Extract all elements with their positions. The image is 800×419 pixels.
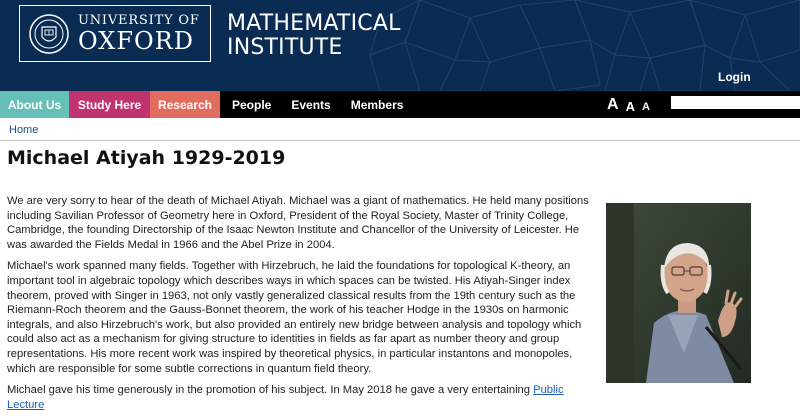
public-lecture-link[interactable]: Public Lecture <box>7 384 564 411</box>
page-title: Michael Atiyah 1929-2019 <box>7 147 286 169</box>
article-paragraph-1: We are very sorry to hear of the death of Michael Atiyah. Michael was a giant of mathematics. He held many positions including Savilian Professor of Geometry here in Oxford, President of the Royal Society, Master of Trinity College, Cambridge, the founding Directorship of the Isaac Newton Institute and Chancellor of the University of Leicester. He was awarded the Fields Medal in 1966 and the Abel Prize in 2004. <box>7 195 589 251</box>
text-size-small-button[interactable]: A <box>641 101 650 113</box>
article-body <box>7 194 602 419</box>
nav-research[interactable]: Research <box>150 91 220 118</box>
institute-title-line1: MATHEMATICAL <box>227 11 401 36</box>
oxford-crest-icon <box>28 13 70 55</box>
breadcrumb-home[interactable]: Home <box>9 124 39 136</box>
nav-members[interactable]: Members <box>350 97 404 112</box>
oxford-label: OXFORD <box>78 27 194 55</box>
article-paragraph-3 <box>7 383 602 412</box>
article-paragraph-3-text: Michael gave his time generously in the promotion of his subject. In May 2018 he gave a very entertaining <box>7 384 534 397</box>
login-link[interactable]: Login <box>718 70 751 84</box>
text-size-controls <box>607 95 657 113</box>
university-of-label: UNIVERSITY OF <box>78 13 200 28</box>
search-input[interactable] <box>671 96 800 109</box>
text-size-large-button[interactable]: A <box>607 96 619 113</box>
oxford-logo[interactable] <box>19 5 211 62</box>
atiyah-photo <box>606 203 751 383</box>
institute-title[interactable] <box>227 12 401 60</box>
nav-about-us[interactable]: About Us <box>0 91 69 118</box>
main-nav <box>0 91 800 118</box>
nav-study-here[interactable]: Study Here <box>69 91 150 118</box>
text-size-medium-button[interactable]: A <box>625 99 635 114</box>
divider <box>0 140 800 141</box>
institute-title-line2: INSTITUTE <box>227 35 343 60</box>
nav-events[interactable]: Events <box>291 97 331 112</box>
article-paragraph-2: Michael's work spanned many fields. Together with Hirzebruch, he laid the foundations for topological K-theory, an important tool in algebraic topology which describes ways in which spaces can be twisted. His Atiyah-Singer index theorem, proved with Singer in 1963, not only vastly generalized classical results from the 19th century such as the Riemann-Roch theorem and the Gauss-Bonnet theorem, the work of his teacher Hodge in the 1930s on harmonic integrals, and also Hirzebruch's work, but also provided an entirely new bridge between analysis and topology which could also act as a mechanism for giving structure to identities in fields as far apart as number theory and group representations. His more recent work was inspired by theoretical physics, in particular instantons and monopoles, which are responsible for some subtle corrections in quantum field theory. <box>7 260 582 375</box>
site-header <box>0 0 800 91</box>
nav-people[interactable]: People <box>232 97 272 112</box>
atiyah-portrait-image <box>606 203 751 383</box>
